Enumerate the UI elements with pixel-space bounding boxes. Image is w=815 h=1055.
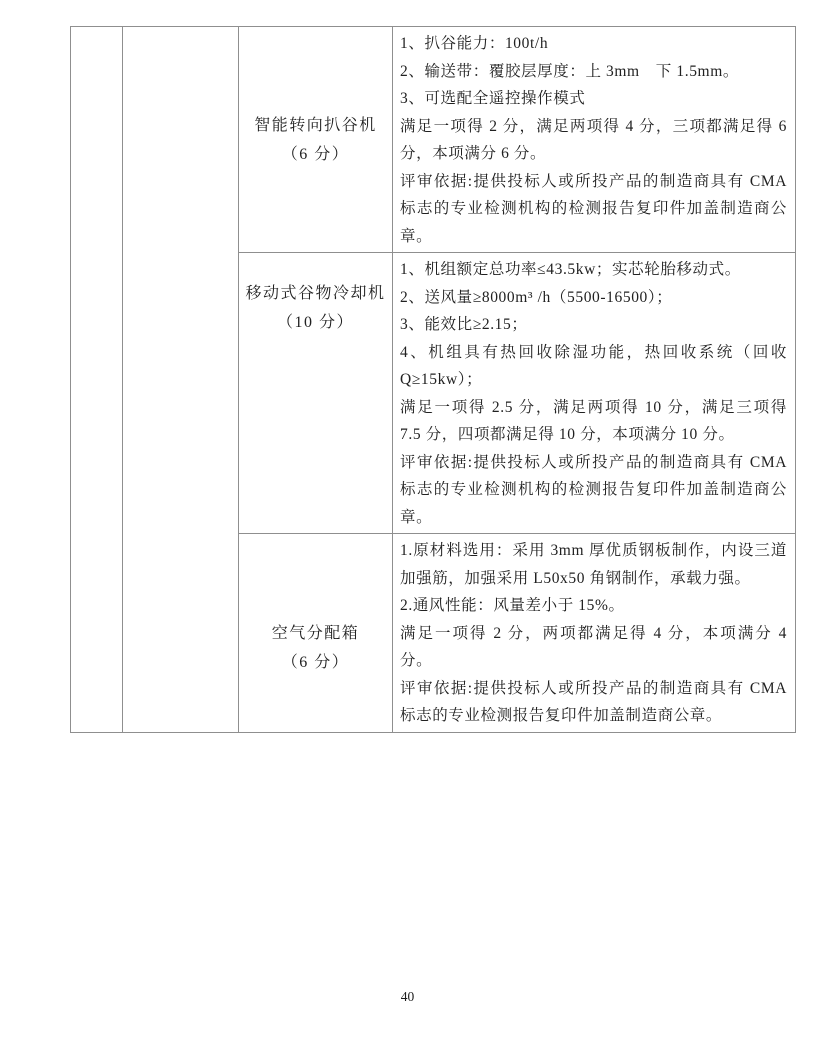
criteria-cell-air-distribution-box bbox=[393, 534, 796, 733]
item-name: 移动式谷物冷却机 bbox=[245, 285, 386, 302]
criteria-line: 满足一项得 2 分，满足两项得 4 分，三项都满足得 6 分，本项满分 6 分。 bbox=[400, 117, 787, 162]
criteria-cell-grain-cooler bbox=[393, 253, 796, 534]
criteria-line: 3、可选配全遥控操作模式 bbox=[400, 90, 586, 107]
item-cell-grain-cooler bbox=[239, 253, 393, 534]
criteria-line: 1.原材料选用：采用 3mm 厚优质钢板制作，内设三道加强筋，加强采用 L50x50 角钢制作，承载力强。 bbox=[400, 542, 787, 587]
item-name: 空气分配箱 bbox=[271, 624, 360, 642]
item-name: 智能转向扒谷机 bbox=[254, 116, 377, 134]
page-number: 40 bbox=[400, 989, 415, 1004]
evaluation-table bbox=[70, 26, 796, 733]
criteria-line: 评审依据:提供投标人或所投产品的制造商具有 CMA 标志的专业检测报告复印件加盖制造商公章。 bbox=[400, 679, 787, 724]
item-score: （6 分） bbox=[281, 145, 350, 163]
criteria-line: 1、机组额定总功率≤43.5kw；实芯轮胎移动式。 bbox=[400, 261, 741, 278]
empty-merged-cell-2 bbox=[123, 27, 239, 733]
criteria-line: 2.通风性能：风量差小于 15%。 bbox=[400, 597, 625, 614]
criteria-line: 1、扒谷能力：100t/h bbox=[400, 35, 549, 52]
criteria-line: 评审依据:提供投标人或所投产品的制造商具有 CMA 标志的专业检测机构的检测报告复印件加盖制造商公章。 bbox=[400, 453, 787, 526]
item-score: （10 分） bbox=[276, 314, 354, 331]
criteria-line: 满足一项得 2.5 分，满足两项得 10 分，满足三项得 7.5 分，四项都满足得 10 分，本项满分 10 分。 bbox=[400, 398, 787, 443]
criteria-line: 2、输送带：覆胶层厚度：上 3mm 下 1.5mm。 bbox=[400, 62, 739, 80]
criteria-cell-grain-scraper bbox=[393, 27, 796, 253]
item-score: （6 分） bbox=[281, 653, 350, 671]
empty-merged-cell-1 bbox=[71, 27, 123, 733]
criteria-line: 评审依据:提供投标人或所投产品的制造商具有 CMA 标志的专业检测机构的检测报告复印件加盖制造商公章。 bbox=[400, 172, 787, 245]
criteria-line: 2、送风量≥8000m³ /h（5500-16500）； bbox=[400, 288, 673, 306]
criteria-line: 满足一项得 2 分，两项都满足得 4 分，本项满分 4 分。 bbox=[400, 624, 787, 669]
item-cell-air-distribution-box bbox=[239, 534, 393, 733]
table-row bbox=[71, 27, 796, 253]
item-cell-grain-scraper bbox=[239, 27, 393, 253]
criteria-line: 3、能效比≥2.15； bbox=[400, 316, 528, 333]
criteria-line: 4、机组具有热回收除湿功能，热回收系统（回收 Q≥15kw）； bbox=[400, 343, 787, 388]
